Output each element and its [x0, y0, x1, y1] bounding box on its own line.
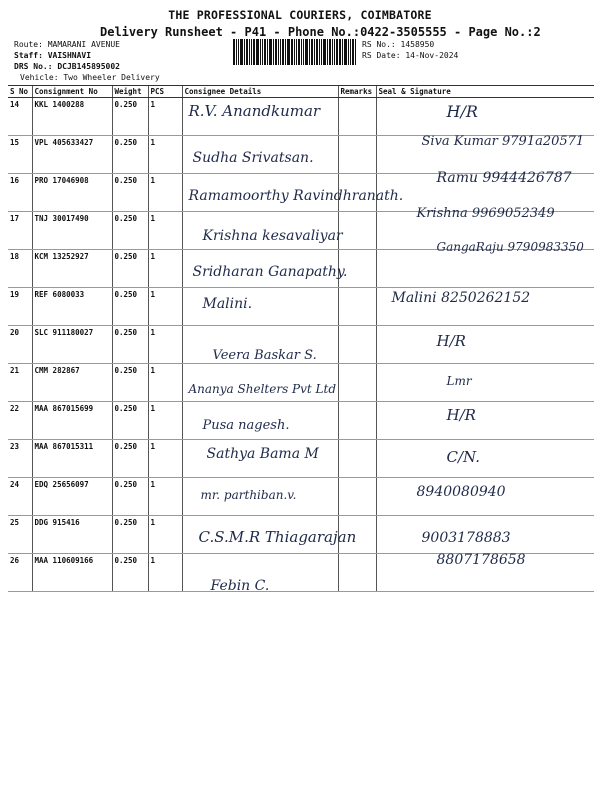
col-remarks-header: Remarks	[338, 86, 376, 98]
row-consignment-no: KCM 13252927	[32, 250, 112, 288]
row-pcs: 1	[148, 364, 182, 402]
row-seal-signature	[376, 288, 594, 326]
row-sno: 18	[8, 250, 32, 288]
row-remarks	[338, 288, 376, 326]
row-remarks	[338, 212, 376, 250]
signature-handwriting: Krishna 9969052349	[416, 206, 555, 221]
row-consignee-details	[182, 440, 338, 478]
signature-handwriting: GangaRaju 9790983350	[436, 240, 584, 254]
row-weight: 0.250	[112, 554, 148, 592]
row-seal-signature	[376, 240, 594, 288]
row-weight: 0.250	[112, 478, 148, 516]
vehicle-label: Vehicle: Two Wheeler Delivery	[20, 73, 160, 82]
signature-handwriting: 8807178658	[436, 552, 526, 568]
route-label: Route: MAMARANI AVENUE	[14, 40, 120, 49]
signature-handwriting: C/N.	[446, 448, 480, 466]
row-weight: 0.250	[112, 402, 148, 440]
signature-handwriting: Malini 8250262152	[391, 290, 531, 306]
consignee-handwriting: Malini.	[202, 296, 253, 312]
row-weight: 0.250	[112, 364, 148, 402]
row-consignee-details	[182, 174, 404, 212]
row-seal-signature	[376, 326, 594, 364]
row-sno: 14	[8, 98, 32, 136]
row-consignee-details	[182, 364, 338, 402]
row-pcs: 1	[148, 326, 182, 364]
col-seal-header: Seal & Signature	[376, 86, 594, 98]
row-consignee-details	[182, 326, 338, 364]
consignee-handwriting: R.V. Anandkumar	[188, 102, 321, 120]
row-seal-signature	[376, 98, 594, 136]
row-remarks	[338, 136, 376, 174]
row-sno: 25	[8, 516, 32, 554]
row-consignment-no: DDG 915416	[32, 516, 112, 554]
rs-date: RS Date: 14-Nov-2024	[362, 51, 459, 60]
row-remarks	[338, 402, 376, 440]
table-row	[8, 364, 594, 402]
row-remarks	[338, 440, 376, 478]
table-header-row	[8, 86, 594, 98]
row-consignee-details	[182, 402, 338, 440]
consignee-handwriting: Ramamoorthy Ravindhranath.	[188, 188, 404, 204]
row-pcs: 1	[148, 212, 182, 250]
consignee-handwriting: Sudha Srivatsan.	[192, 150, 314, 166]
row-weight: 0.250	[112, 250, 148, 288]
consignee-handwriting: Sridharan Ganapathy.	[192, 264, 348, 280]
col-pcs-header: PCS	[148, 86, 182, 98]
row-weight: 0.250	[112, 212, 148, 250]
row-sno: 26	[8, 554, 32, 592]
row-remarks	[338, 326, 376, 364]
table-row	[8, 136, 594, 174]
row-weight: 0.250	[112, 174, 148, 212]
consignee-handwriting: Febin C.	[210, 578, 270, 594]
row-consignee-details	[182, 98, 338, 136]
consignee-handwriting: Ananya Shelters Pvt Ltd	[188, 382, 337, 396]
row-weight: 0.250	[112, 440, 148, 478]
row-consignment-no: SLC 911180027	[32, 326, 112, 364]
col-sno-header: S No	[8, 86, 32, 98]
row-pcs: 1	[148, 478, 182, 516]
row-seal-signature	[376, 516, 594, 554]
row-seal-signature	[376, 478, 594, 516]
row-sno: 20	[8, 326, 32, 364]
row-consignment-no: KKL 1400288	[32, 98, 112, 136]
rs-number: RS No.: 1458950	[362, 40, 435, 49]
row-pcs: 1	[148, 440, 182, 478]
row-consignment-no: CMM 282867	[32, 364, 112, 402]
row-weight: 0.250	[112, 136, 148, 174]
row-sno: 22	[8, 402, 32, 440]
table-row	[8, 250, 594, 288]
consignee-handwriting: mr. parthiban.v.	[200, 488, 297, 502]
signature-handwriting: 9003178883	[421, 530, 511, 546]
signature-handwriting: H/R	[436, 332, 466, 350]
staff-label: Staff: VAISHNAVI	[14, 51, 92, 60]
table-row	[8, 554, 594, 592]
row-consignment-no: MAA 867015699	[32, 402, 112, 440]
signature-handwriting: H/R	[446, 406, 476, 424]
consignee-handwriting: Krishna kesavaliyar	[202, 228, 343, 244]
row-consignment-no: PRO 17046908	[32, 174, 112, 212]
table-row	[8, 440, 594, 478]
table-row	[8, 98, 594, 136]
row-seal-signature	[376, 554, 594, 592]
drs-number: DRS No.: DCJB145895002	[14, 62, 120, 71]
row-sno: 17	[8, 212, 32, 250]
barcode-image	[233, 39, 357, 65]
row-pcs: 1	[148, 98, 182, 136]
row-seal-signature	[376, 364, 594, 402]
col-weight-header: Weight	[112, 86, 148, 98]
row-pcs: 1	[148, 250, 182, 288]
row-sno: 19	[8, 288, 32, 326]
row-pcs: 1	[148, 516, 182, 554]
row-seal-signature	[376, 402, 594, 440]
row-consignee-details	[182, 554, 338, 592]
row-consignee-details	[182, 288, 338, 326]
row-weight: 0.250	[112, 326, 148, 364]
runsheet-table	[8, 85, 594, 592]
row-consignee-details	[182, 212, 343, 250]
row-seal-signature	[376, 440, 594, 478]
consignee-handwriting: Pusa nagesh.	[202, 418, 290, 433]
signature-handwriting: 8940080940	[416, 484, 506, 500]
row-consignment-no: MAA 867015311	[32, 440, 112, 478]
row-consignee-details	[182, 478, 338, 516]
row-pcs: 1	[148, 402, 182, 440]
col-consignment-header: Consignment No	[32, 86, 112, 98]
row-consignee-details	[182, 516, 357, 554]
signature-handwriting: H/R	[446, 102, 478, 121]
row-weight: 0.250	[112, 288, 148, 326]
table-row	[8, 478, 594, 516]
col-consignee-header: Consignee Details	[182, 86, 338, 98]
row-remarks	[338, 174, 376, 212]
company-title: THE PROFESSIONAL COURIERS, COIMBATORE	[168, 8, 432, 22]
row-remarks	[338, 478, 376, 516]
row-remarks	[338, 364, 376, 402]
row-remarks	[338, 516, 376, 554]
row-sno: 24	[8, 478, 32, 516]
row-pcs: 1	[148, 288, 182, 326]
row-sno: 23	[8, 440, 32, 478]
row-pcs: 1	[148, 174, 182, 212]
table-row	[8, 326, 594, 364]
row-weight: 0.250	[112, 516, 148, 554]
row-consignment-no: MAA 110609166	[32, 554, 112, 592]
row-sno: 15	[8, 136, 32, 174]
row-consignment-no: REF 6080033	[32, 288, 112, 326]
row-consignment-no: EDQ 25656097	[32, 478, 112, 516]
table-row	[8, 516, 594, 554]
row-remarks	[338, 554, 376, 592]
row-remarks	[338, 98, 376, 136]
row-remarks	[338, 250, 376, 288]
row-consignee-details	[182, 250, 348, 288]
runsheet-subtitle: Delivery Runsheet - P41 - Phone No.:0422-3505555 - Page No.:2	[100, 25, 541, 39]
row-weight: 0.250	[112, 98, 148, 136]
consignee-handwriting: Sathya Bama M	[206, 446, 319, 462]
row-consignee-details	[182, 136, 338, 174]
signature-handwriting: Siva Kumar 9791a20571	[421, 134, 585, 149]
table-row	[8, 402, 594, 440]
row-consignment-no: TNJ 30017490	[32, 212, 112, 250]
row-sno: 21	[8, 364, 32, 402]
row-pcs: 1	[148, 136, 182, 174]
signature-handwriting: Lmr	[446, 374, 472, 388]
row-consignment-no: VPL 405633427	[32, 136, 112, 174]
consignee-handwriting: Veera Baskar S.	[212, 348, 317, 363]
row-pcs: 1	[148, 554, 182, 592]
row-sno: 16	[8, 174, 32, 212]
table-row	[8, 288, 594, 326]
consignee-handwriting: C.S.M.R Thiagarajan	[198, 528, 357, 546]
signature-handwriting: Ramu 9944426787	[436, 170, 572, 186]
row-seal-signature	[376, 136, 594, 174]
